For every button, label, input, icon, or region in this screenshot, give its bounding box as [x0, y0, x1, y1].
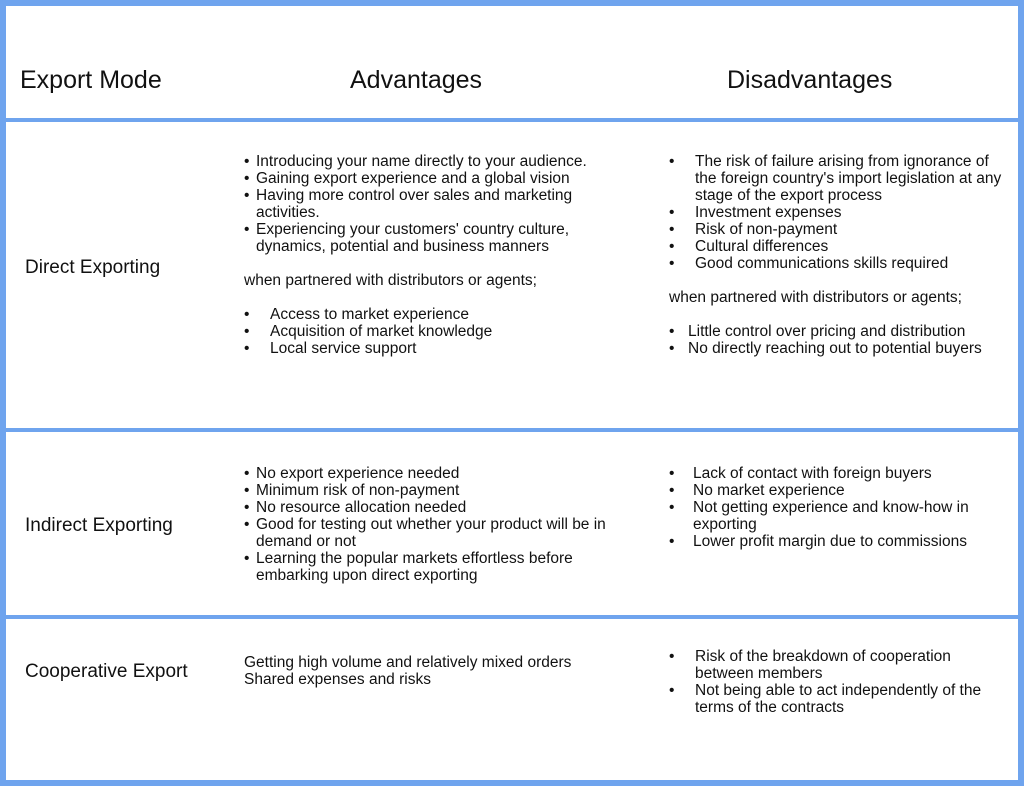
header-disadvantages: Disadvantages	[727, 66, 893, 94]
row-divider	[6, 428, 1018, 432]
bullet-icon: •	[669, 238, 675, 255]
list-item	[669, 221, 1014, 238]
list-item-text: Gaining export experience and a global vision	[256, 170, 570, 187]
list-item	[669, 465, 1014, 482]
list-item-text: Good communications skills required	[695, 255, 949, 272]
list-item-text: Minimum risk of non-payment	[256, 482, 460, 499]
row-divider	[6, 615, 1018, 619]
mode-cooperative-export: Cooperative Export	[25, 661, 188, 682]
bullet-icon: •	[244, 153, 250, 170]
list-item	[669, 482, 1014, 499]
list-item-text: Introducing your name directly to your audience.	[256, 153, 587, 170]
header-advantages: Advantages	[350, 66, 483, 94]
bullet-icon: •	[669, 482, 675, 499]
list-item	[669, 648, 990, 682]
spacer	[244, 255, 636, 272]
list-item	[244, 187, 616, 221]
list-item	[244, 323, 636, 340]
list-item	[244, 499, 636, 516]
list-item	[244, 170, 636, 187]
spacer	[244, 289, 636, 306]
bullet-icon: •	[244, 323, 250, 340]
indirect-disadvantages	[669, 465, 1014, 550]
spacer	[669, 306, 1014, 323]
list-item	[244, 482, 636, 499]
list-item-text: Experiencing your customers' country culture, dynamics, potential and business manners	[256, 221, 570, 255]
list-item	[244, 516, 636, 550]
list-item-text: Good for testing out whether your product will be in demand or not	[256, 516, 606, 550]
spacer	[669, 272, 1014, 289]
header-export-mode: Export Mode	[20, 66, 162, 94]
partner-note: when partnered with distributors or agents;	[244, 272, 537, 289]
bullet-icon: •	[244, 465, 250, 482]
list-item-text: No market experience	[693, 482, 845, 499]
list-item-text: Shared expenses and risks	[244, 671, 431, 688]
bullet-icon: •	[244, 170, 250, 187]
bullet-icon: •	[244, 550, 250, 567]
list-item	[669, 682, 990, 716]
list-item-text: Investment expenses	[695, 204, 842, 221]
bullet-icon: •	[244, 482, 250, 499]
cooperative-advantages	[244, 654, 636, 688]
list-item	[669, 153, 1005, 204]
bullet-icon: •	[669, 648, 675, 665]
bullet-icon: •	[669, 153, 675, 170]
list-item	[244, 550, 621, 584]
bullet-icon: •	[669, 323, 675, 340]
list-item-text: Lower profit margin due to commissions	[693, 533, 967, 550]
bullet-icon: •	[669, 533, 675, 550]
list-item	[669, 238, 1014, 255]
list-item-text: Risk of non-payment	[695, 221, 838, 238]
bullet-icon: •	[244, 499, 250, 516]
list-item	[669, 255, 1014, 272]
cooperative-disadvantages	[669, 648, 1014, 716]
list-item-text: Acquisition of market knowledge	[270, 323, 493, 340]
bullet-icon: •	[669, 340, 675, 357]
list-item	[669, 204, 1014, 221]
list-item-text: Access to market experience	[270, 306, 470, 323]
bullet-icon: •	[669, 204, 675, 221]
partner-note: when partnered with distributors or agents;	[669, 289, 962, 306]
list-item	[244, 465, 636, 482]
bullet-icon: •	[669, 682, 675, 699]
list-item-text: Getting high volume and relatively mixed orders	[244, 654, 572, 671]
bullet-icon: •	[669, 499, 675, 516]
mode-direct-exporting: Direct Exporting	[25, 257, 161, 278]
list-item	[244, 153, 636, 170]
mode-indirect-exporting: Indirect Exporting	[25, 515, 173, 536]
list-item-text: Risk of the breakdown of cooperation between members	[695, 648, 951, 682]
list-item-text: Having more control over sales and marketing activities.	[256, 187, 573, 221]
list-item	[669, 323, 1014, 340]
list-item-text: Lack of contact with foreign buyers	[693, 465, 932, 482]
list-item	[244, 306, 636, 323]
bullet-icon: •	[669, 221, 675, 238]
list-item-text: Learning the popular markets effortless before embarking upon direct exporting	[256, 550, 573, 584]
bullet-icon: •	[669, 465, 675, 482]
bullet-icon: •	[244, 340, 250, 357]
bullet-icon: •	[244, 516, 250, 533]
bullet-icon: •	[669, 255, 675, 272]
bullet-icon: •	[244, 306, 250, 323]
list-item-text: The risk of failure arising from ignorance of the foreign country's import legislation at any stage of the export process	[695, 153, 1002, 204]
list-item	[669, 533, 1014, 550]
direct-advantages	[244, 153, 636, 357]
row-divider	[6, 118, 1018, 122]
direct-disadvantages	[669, 153, 1014, 357]
indirect-advantages	[244, 465, 636, 584]
bullet-icon: •	[244, 187, 250, 204]
list-item-text: Not being able to act independently of the terms of the contracts	[695, 682, 982, 716]
list-item	[244, 221, 626, 255]
list-item-text: No directly reaching out to potential buyers	[688, 340, 982, 357]
bullet-icon: •	[244, 221, 250, 238]
list-item-text: No export experience needed	[256, 465, 460, 482]
list-item-text: Not getting experience and know-how in exporting	[693, 499, 969, 533]
list-item-text: Cultural differences	[695, 238, 829, 255]
list-item	[669, 499, 1003, 533]
list-item-text: Local service support	[270, 340, 417, 357]
list-item	[244, 340, 636, 357]
list-item-text: Little control over pricing and distribution	[688, 323, 966, 340]
list-item-text: No resource allocation needed	[256, 499, 467, 516]
list-item	[669, 340, 1014, 357]
